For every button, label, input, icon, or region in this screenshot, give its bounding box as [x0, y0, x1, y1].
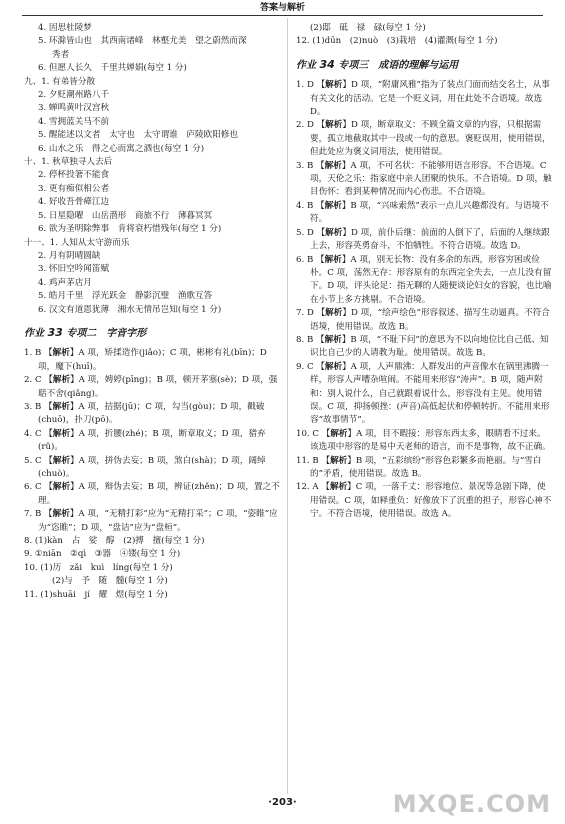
analysis-item: 3. B 【 解析 】 A 项，不可名状：不能够用语言形容。不合语境。C 项，天伦之乐：指家庭中亲人团聚的快乐。不合语境。D 项，触目伤怀：看到某种情况而内心伤悲。不合语境。	[296, 160, 554, 200]
answer-line: 5. 环滁皆山也 其西南诸峰 林壑尤美 望之蔚然而深	[38, 36, 247, 47]
answer-line: 4. 雪拥蓝关马不前	[38, 116, 110, 127]
answer-line: 6. 欲为圣明除弊事 肯将衰朽惜残年(每空 1 分)	[38, 224, 222, 235]
analysis-item: 2. D 【 解析 】 D 项，断章取义：不顾全篇文章的内容，只根据需要，孤立地截取其中一段或一句的意思。褒贬误用，使用错误，但此处应为褒义词用法，使用错误。	[296, 119, 554, 159]
answer-line: 5. 日星隐曜 山岳潜形 商旅不行 薄暮冥冥	[38, 210, 213, 221]
page-header	[0, 0, 565, 24]
answer-line: 12. (1)dūn (2)nuò (3)栽培 (4)灌溉(每空 1 分)	[296, 36, 498, 47]
answer-line: 3. 怀旧空吟闻笛赋	[38, 264, 110, 275]
answer-line: 秀者	[52, 49, 70, 60]
answer-line: 9. ①niān ②qì ③器 ④镂(每空 1 分)	[24, 549, 181, 560]
section-title-33: 作业 33 专项二 字音字形	[24, 325, 147, 339]
analysis-item: 3. B 【 解析 】 A 项，拮据(jū)；C 项，勾当(gòu)；D 项，戳破(chuō)，扑刀(pō)。	[24, 401, 280, 428]
column-divider	[287, 18, 288, 794]
answer-line: 4. 因思杜陵梦	[38, 23, 92, 33]
analysis-item: 11. B 【 解析 】 B 项，“五彩缤纷”形容色彩繁多而艳丽。与“雪白的”矛盾，使用错误。故选 B。	[296, 455, 554, 482]
analysis-item: 6. B 【 解析 】 A 项，别无长物：没有多余的东西，形容穷困或俭朴。C 项，荡然无存：形容原有的东西完全失去，一点儿没有留下。D 项，评头论足：指无聊的人随便谈论妇女的容貌，也比喻在小节上多方挑剔。不合语境。	[296, 254, 554, 308]
answer-line: (2)与 予 随 髓(每空 1 分)	[52, 576, 168, 587]
analysis-item: 5. D 【 解析 】 D 项，前仆后继：前面的人倒下了，后面的人继续跟上去，形容英勇奋斗，不怕牺牲。不符合语境。故选 D。	[296, 227, 554, 254]
answer-line: 10. (1)历 zǎi kuì líng(每空 1 分)	[24, 562, 173, 573]
header-rule	[22, 15, 543, 16]
analysis-item: 10. C 【 解析 】 A 项，目不暇接：形容东西太多，眼睛看不过来。该选项中形容的是易中天老师的语言，而不是事物，故不正确。	[296, 428, 554, 455]
analysis-item: 5. C 【 解析 】 A 项，拼伪去妄；B 项，煞白(shà)；D 项，阔绰(chuò)。	[24, 455, 280, 482]
answer-line: 4. 鸡声茅店月	[38, 277, 92, 288]
answer-line: 5. 醒能述以文者 太守也 太守谓谁 庐陵欧阳修也	[38, 130, 238, 141]
analysis-item: 6. C 【 解析 】 A 项，辩伪去妄；B 项，辨证(zhěn)；D 项，置之不理。	[24, 481, 280, 508]
answer-line: 九、1. 有弟皆分散	[24, 76, 96, 87]
right-column	[296, 22, 554, 794]
answer-line: 2. 夕贬潮州路八千	[38, 90, 110, 101]
analysis-item: 1. D 【 解析 】 D 项，“附庸风雅”指为了装点门面而结交名士，从事有关文化的活动。它是一个贬义词，用在此处不合语境。故选 D。	[296, 79, 554, 119]
analysis-item: 9. C 【 解析 】 A 项，人声鼎沸：人群发出的声音像水在锅里沸腾一样，形容人声嘈杂喧闹。不能用来形容“涛声”。B 项，随声附和：别人说什么，自己就跟着说什么，形容没有主见。使用错误。C 项，抑扬顿挫：(声音)高低起伏和停顿转折。不能用来形容“故事情节”。	[296, 361, 554, 428]
answer-line: 5. 皓月千里 浮光跃金 静影沉璧 渔歌互答	[38, 291, 213, 302]
analysis-item: 1. B 【 解析 】 A 项，矫揉造作(jiǎo)；C 项，彬彬有礼(bīn)；D 项，魔下(huī)。	[24, 347, 280, 374]
answer-line: 11. (1)shuāi jí 耀 煜(每空 1 分)	[24, 589, 168, 600]
analysis-item: 12. A 【 解析 】 C 项，一落千丈：形容地位、景况等急剧下降，使用错误。C 项，如释重负：好像放下了沉重的担子，形容心神不宁。不符合语境，使用错误。故选 A。	[296, 481, 554, 521]
answer-line: 十一、1. 人知从太守游而乐	[24, 237, 130, 248]
answer-line: 十、1. 秋草独寻人去后	[24, 157, 113, 168]
analysis-item: 7. B 【 解析 】 A 项，“无精打彩”应为“无精打采”；C 项，“姿睢”应为“恣睢”；D 项，“盘诘”应为“盘桓”。	[24, 508, 280, 535]
left-column	[24, 22, 280, 794]
answer-line: 3. 蝉鸣黄叶汉宫秋	[38, 103, 110, 114]
answer-line: 6. 山水之乐 得之心而寓之酒也(每空 1 分)	[38, 143, 205, 154]
analysis-item: 4. C 【 解析 】 A 项，折腰(zhé)；B 项，断章取义；D 项，猎弃(rǔ)。	[24, 428, 280, 455]
page-number: ·203·	[268, 797, 297, 808]
answer-line: 4. 好收吾骨瘴江边	[38, 197, 110, 208]
header-title: 答案与解析	[259, 3, 305, 13]
analysis-item: 2. C 【 解析 】 A 项，娉婷(pīng)；B 项，顿开茅塞(sè)；D 项，强聒不舍(qiǎng)。	[24, 374, 280, 401]
answer-line: 6. 但愿人长久 千里共婵娟(每空 1 分)	[38, 63, 187, 74]
analysis-item: 4. B 【 解析 】 B 项，“兴味索然”表示一点儿兴趣都没有。与语境不符。	[296, 200, 554, 227]
section-title-34: 作业 34 专项三 成语的理解与运用	[296, 57, 459, 71]
answer-line: (2)邸 砥 禄 碌(每空 1 分)	[310, 23, 426, 33]
answer-line: 3. 更有痴似相公者	[38, 183, 110, 194]
answer-line: 6. 汉文有道恩犹薄 湘水无情吊岂知(每空 1 分)	[38, 304, 222, 315]
analysis-item: 8. B 【 解析 】 B 项，“不耻下问”的意思为不以向地位比自己低、知识比自己少的人请教为耻。使用错误。故选 B。	[296, 334, 554, 361]
answer-line: 2. 月有阴晴圆缺	[38, 250, 101, 261]
watermark-logo: MXQE.COM	[392, 790, 551, 818]
answer-line: 2. 停杯投箸不能食	[38, 170, 110, 181]
answer-line: 8. (1)kàn 占 娑 醇 (2)搏 擅(每空 1 分)	[24, 536, 205, 547]
analysis-item: 7. D 【 解析 】 D 项，“绘声绘色”形容叙述、描写生动逼真。不符合语境，使用错误。故选 B。	[296, 307, 554, 334]
